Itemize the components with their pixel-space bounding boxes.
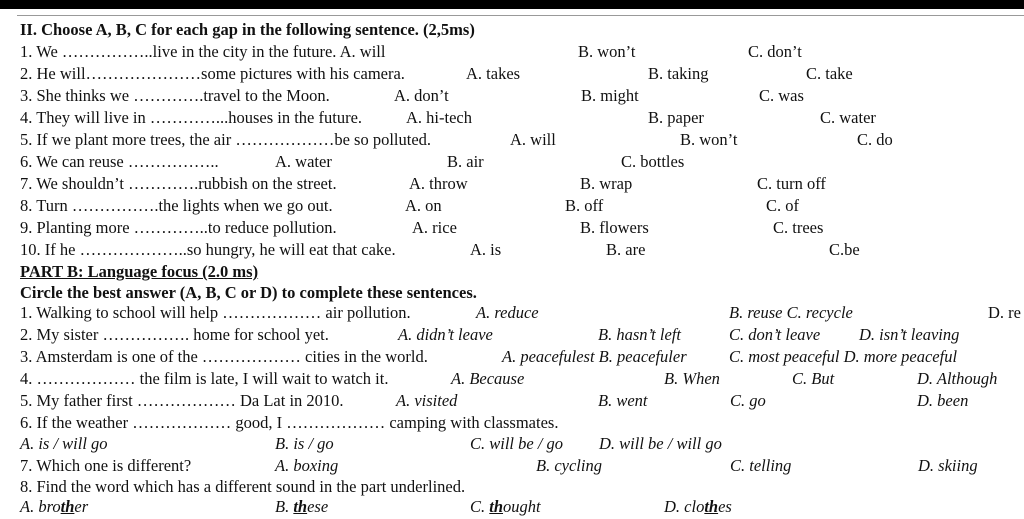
pb-q5-b: B. went xyxy=(598,391,648,410)
s2-q9-a: A. rice xyxy=(412,218,457,237)
pb-q8-b-post: ese xyxy=(307,497,329,516)
pb-q1-a: A. reduce xyxy=(476,303,539,322)
pb-q8-d-post: es xyxy=(718,497,732,516)
pb-q4-a: A. Because xyxy=(451,369,525,388)
pb-q4-c: C. But xyxy=(792,369,835,388)
s2-q6-c: C. bottles xyxy=(621,152,685,171)
s2-q1-c: C. don’t xyxy=(748,42,802,61)
pb-q8-b xyxy=(275,497,328,517)
s2-q8-c: C. of xyxy=(766,196,799,215)
s2-q3-b: B. might xyxy=(581,86,639,105)
pb-q8-d xyxy=(664,497,732,517)
s2-q6-b: B. air xyxy=(447,152,484,171)
s2-q8: 8. Turn …………….the lights when we go out. xyxy=(20,196,333,215)
pb-q2: 2. My sister ……………. home for school yet. xyxy=(20,325,329,344)
pb-q4-b: B. When xyxy=(664,369,720,388)
pb-q1: 1. Walking to school will help ……………… air pollution. xyxy=(20,303,411,322)
pb-q8-c-pre: C. xyxy=(470,497,490,516)
s2-q10-c: C.be xyxy=(829,240,860,259)
s2-q4: 4. They will live in …………...houses in the future. xyxy=(20,108,363,127)
s2-q5-c: C. do xyxy=(857,130,893,149)
pb-q4: 4. ……………… the film is late, I will wait to watch it. xyxy=(20,369,389,388)
pb-q7: 7. Which one is different? xyxy=(20,456,192,475)
s2-q4-c: C. water xyxy=(820,108,876,127)
pb-q8-c-underlined: th xyxy=(489,497,504,516)
s2-q3-a: A. don’t xyxy=(394,86,449,105)
s2-q4-b: B. paper xyxy=(648,108,704,127)
pb-q2-a: A. didn’t leave xyxy=(398,325,493,344)
pb-q4-d: D. Although xyxy=(917,369,998,388)
s2-q10-a: A. is xyxy=(470,240,502,259)
s2-q8-a: A. on xyxy=(405,196,442,215)
section2-title: II. Choose A, B, C for each gap in the following sentence. (2,5ms) xyxy=(20,20,475,39)
pb-q8-d-underlined: th xyxy=(704,497,719,516)
pb-q1-d: D. re xyxy=(988,303,1021,322)
s2-q4-a: A. hi-tech xyxy=(406,108,472,127)
s2-q5-a: A. will xyxy=(510,130,556,149)
pb-q8-a xyxy=(20,497,88,517)
s2-q2-c: C. take xyxy=(806,64,853,83)
pb-q6-a: A. is / will go xyxy=(20,434,108,453)
pb-q5-a: A. visited xyxy=(396,391,458,410)
s2-q2-b: B. taking xyxy=(648,64,709,83)
pb-q7-a: A. boxing xyxy=(275,456,339,475)
pb-q2-d: D. isn’t leaving xyxy=(859,325,960,344)
pb-q8-a-pre: A. bro xyxy=(20,497,61,516)
s2-q9-b: B. flowers xyxy=(580,218,649,237)
s2-q9: 9. Planting more …………..to reduce pollution. xyxy=(20,218,337,237)
s2-q7: 7. We shouldn’t ………….rubbish on the street. xyxy=(20,174,337,193)
pb-q6-d: D. will be / will go xyxy=(599,434,722,453)
pb-q8-c-post: ought xyxy=(503,497,541,516)
pb-q7-b: B. cycling xyxy=(536,456,602,475)
s2-q10-b: B. are xyxy=(606,240,646,259)
s2-q8-b: B. off xyxy=(565,196,604,215)
pb-q6: 6. If the weather ……………… good, I ……………… camping with classmates. xyxy=(20,413,559,432)
pb-q8-a-underlined: th xyxy=(60,497,75,516)
s2-q6: 6. We can reuse …………….. xyxy=(20,152,219,171)
s2-q1-b: B. won’t xyxy=(578,42,636,61)
s2-q9-c: C. trees xyxy=(773,218,824,237)
s2-q5-b: B. won’t xyxy=(680,130,738,149)
s2-q7-a: A. throw xyxy=(409,174,468,193)
pb-q6-c: C. will be / go xyxy=(470,434,564,453)
pb-q5-c: C. go xyxy=(730,391,766,410)
pb-q2-c: C. don’t leave xyxy=(729,325,821,344)
s2-q3: 3. She thinks we ………….travel to the Moon. xyxy=(20,86,330,105)
pb-q2-b: B. hasn’t left xyxy=(598,325,681,344)
pb-q8-c xyxy=(470,497,541,517)
pb-q7-d: D. skiing xyxy=(918,456,978,475)
s2-q10: 10. If he ………………..so hungry, he will eat that cake. xyxy=(20,240,396,259)
pb-q8-a-post: er xyxy=(74,497,89,516)
partB-instruction: Circle the best answer (A, B, C or D) to complete these sentences. xyxy=(20,283,477,302)
s2-q6-a: A. water xyxy=(275,152,332,171)
pb-q7-c: C. telling xyxy=(730,456,792,475)
pb-q3-cd: C. most peaceful D. more peaceful xyxy=(729,347,958,366)
s2-q1: 1. We ……………..live in the city in the future. A. will xyxy=(20,42,386,61)
pb-q6-b: B. is / go xyxy=(275,434,334,453)
s2-q7-b: B. wrap xyxy=(580,174,633,193)
pb-q8-b-underlined: th xyxy=(293,497,308,516)
s2-q2: 2. He will…………………some pictures with his camera. xyxy=(20,64,405,83)
partB-title: PART B: Language focus (2.0 ms) xyxy=(20,262,259,281)
top-black-bar xyxy=(0,0,1024,9)
pb-q5-d: D. been xyxy=(917,391,969,410)
pb-q8: 8. Find the word which has a different sound in the part underlined. xyxy=(20,477,466,496)
s2-q2-a: A. takes xyxy=(466,64,521,83)
pb-q3-ab: A. peacefulest B. peacefuler xyxy=(502,347,687,366)
pb-q8-d-pre: D. clo xyxy=(664,497,705,516)
pb-q5: 5. My father first ……………… Da Lat in 2010. xyxy=(20,391,344,410)
pb-q3: 3. Amsterdam is one of the ……………… cities in the world. xyxy=(20,347,428,366)
pb-q8-b-pre: B. xyxy=(275,497,294,516)
pb-q1-bc: B. reuse C. recycle xyxy=(729,303,853,322)
s2-q7-c: C. turn off xyxy=(757,174,826,193)
s2-q5: 5. If we plant more trees, the air ………………be so polluted. xyxy=(20,130,432,149)
s2-q3-c: C. was xyxy=(759,86,804,105)
top-rule xyxy=(17,15,1024,16)
